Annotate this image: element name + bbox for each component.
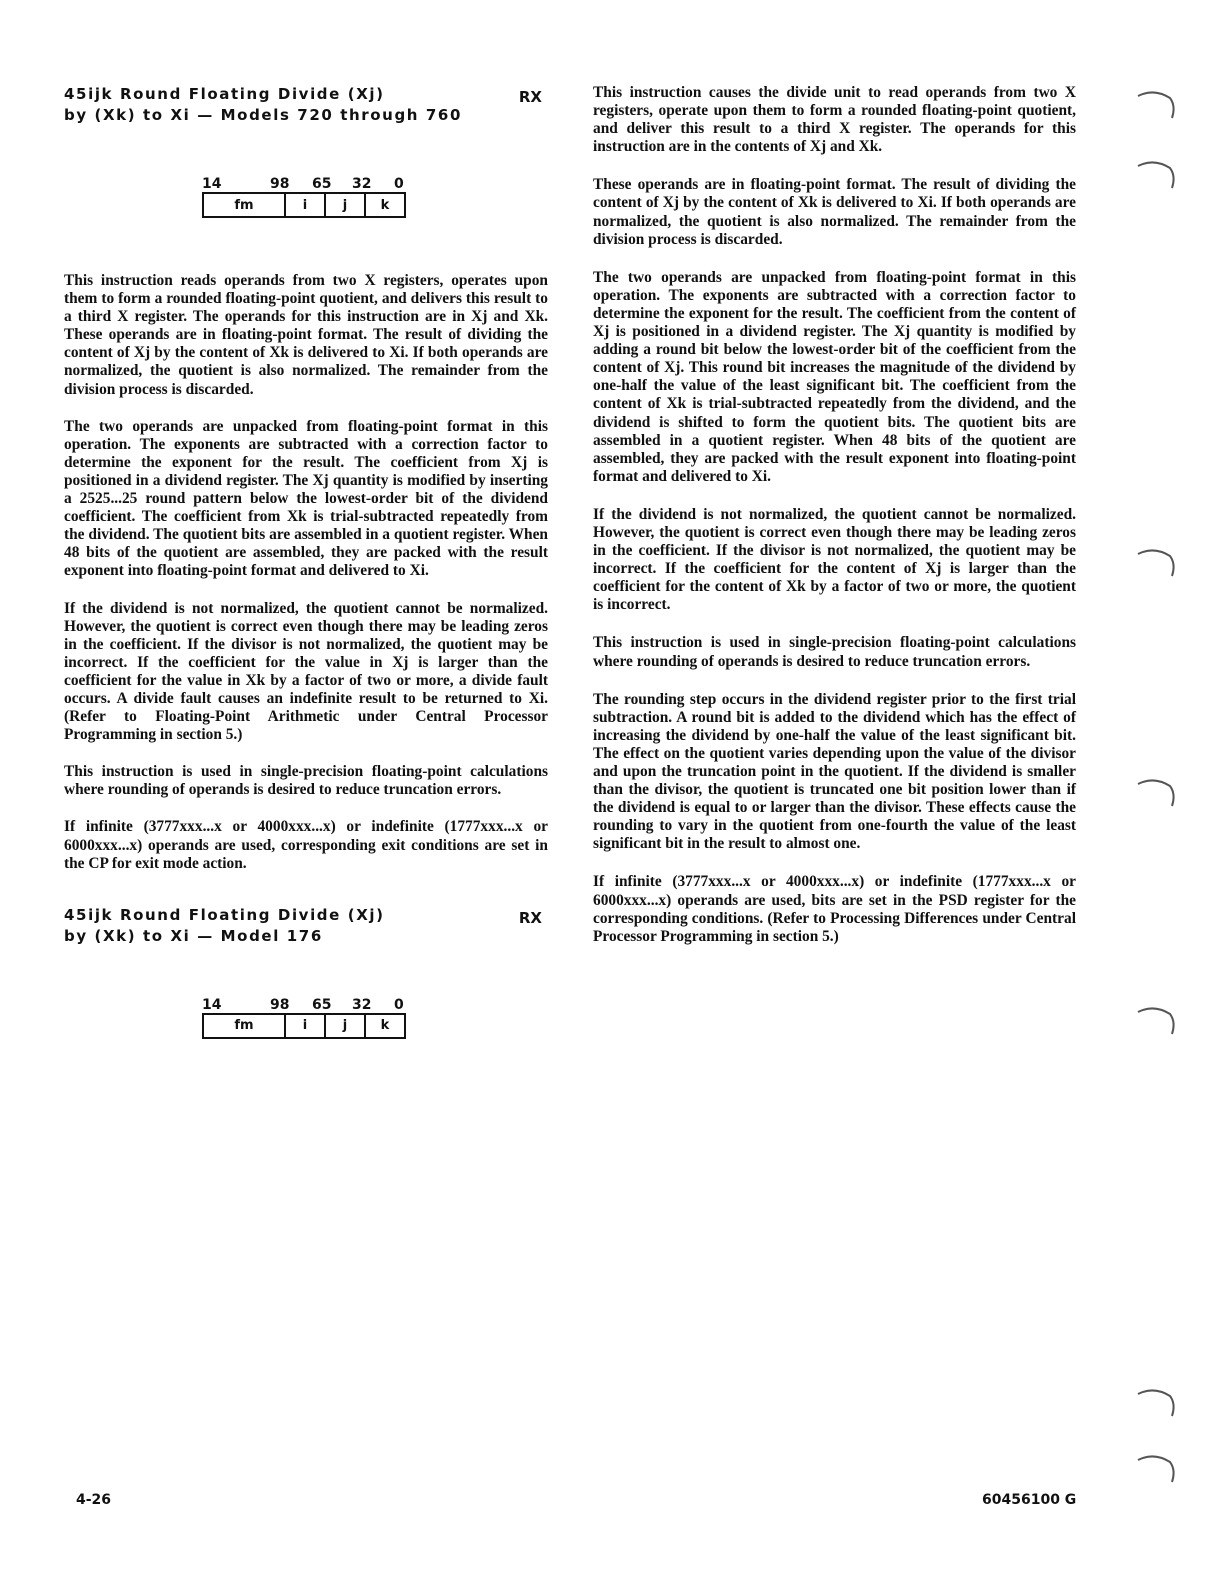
section2-title-line1: 45ijk Round Floating Divide (Xj) [64,905,385,924]
format-field-box [202,192,406,218]
bit-label-0: 0 [394,996,404,1013]
page-number: 4-26 [76,1492,112,1508]
bit-label-14: 14 [202,176,222,192]
bit-position-labels [202,176,406,192]
bit-label-0: 0 [394,176,404,192]
section1-format-tag: RX [518,88,542,106]
bit-label-65: 65 [312,176,332,192]
field-j: j [324,194,364,216]
bit-label-98: 98 [270,996,290,1013]
field-k: k [364,1015,404,1037]
right-column [593,84,1076,966]
binder-ring-mark-icon [1136,1384,1176,1420]
right-paragraph: This instruction causes the divide unit to read operands from two X registers, operate upon them to form a rounded floating-point quotient, and deliver this result to a third X register. The operands for this instruction are in the contents of Xj and Xk. [593,84,1076,156]
binder-ring-mark-icon [1136,774,1176,810]
bit-label-32: 32 [352,176,372,192]
section1-paragraph: The two operands are unpacked from floating-point format in this operation. The exponents are subtracted with a correction factor to determine the exponent for the result. The coefficient from Xj is positioned in a dividend register. The Xj quantity is modified by inserting a 2525...25 round pattern below the lowest-order bit of the dividend coefficient. The coefficient from Xk is trial-subtracted repeatedly from the dividend. The quotient bits are assembled in a quotient register. When 48 bits of the quotient are assembled, they are packed with the result exponent into floating-point format and delivered to Xi. [64,417,548,580]
section1-heading [64,84,548,138]
right-paragraph: The rounding step occurs in the dividend register prior to the first trial subtraction. A round bit is added to the dividend which has the effect of increasing the dividend by one-half the value of the least significant bit. The effect on the quotient varies depending upon the value of the divisor and upon the truncation point in the quotient. If the dividend is smaller than the divisor, the quotient is truncated one bit position lower than if the dividend is equal to or larger than the divisor. These effects cause the rounding to vary in the quotient from one-fourth the value of the least significant bit in the result to almost one. [593,690,1076,853]
right-paragraph: This instruction is used in single-precision floating-point calculations where rounding of operands is desired to reduce truncation errors. [593,634,1076,670]
right-paragraph: These operands are in floating-point format. The result of dividing the content of Xj by the content of Xk is delivered to Xi. If both operands are normalized, the quotient is also normalized. The remainder from the division process is discarded. [593,176,1076,248]
binder-ring-mark-icon [1136,1002,1176,1038]
binder-ring-mark-icon [1136,544,1176,580]
binder-ring-mark-icon [1136,156,1176,192]
left-column [64,84,548,1093]
binder-ring-mark-icon [1136,1450,1176,1486]
section1-paragraph: If infinite (3777xxx...x or 4000xxx...x) or indefinite (1777xxx...x or 6000xxx...x) operands are used, corresponding exit conditions are set in the CP for exit mode action. [64,818,548,872]
field-i: i [284,194,324,216]
bit-label-98: 98 [270,176,290,192]
field-k: k [364,194,404,216]
section1-paragraph: This instruction reads operands from two X registers, operates upon them to form a rounded floating-point quotient, and delivers this result to a third X register. The operands for this instruction are in Xj and Xk. These operands are in floating-point format. The result of dividing the content of Xj by the content of Xk is delivered to Xi. If both operands are normalized, the quotient is also normalized. The remainder from the division process is discarded. [64,272,548,398]
section2-instruction-format [202,997,406,1039]
field-fm: fm [234,197,254,213]
field-j: j [324,1015,364,1037]
bit-label-65: 65 [312,996,332,1013]
field-i: i [284,1015,324,1037]
right-paragraph: If the dividend is not normalized, the quotient cannot be normalized. However, the quotient is correct even though there may be leading zeros in the coefficient. If the divisor is not normalized, the quotient may be incorrect. If the coefficient for the content of Xj is larger than the coefficient for the content of Xk by a factor of two or more, the quotient is incorrect. [593,505,1076,614]
section2-heading [64,905,548,959]
bit-position-labels [202,997,406,1013]
right-paragraph: If infinite (3777xxx...x or 4000xxx...x) or indefinite (1777xxx...x or 6000xxx...x) operands are used, bits are set in the PSD register for the corresponding conditions. (Refer to Processing Differences under Central Processor Programming in section 5.) [593,873,1076,945]
section1-title-line2: by (Xk) to Xi — Models 720 through 760 [64,106,463,124]
format-field-box [202,1013,406,1039]
bit-label-32: 32 [352,996,372,1013]
section1-paragraph: If the dividend is not normalized, the quotient cannot be normalized. However, the quotient is correct even though there may be leading zeros in the coefficient. If the divisor is not normalized, the quotient may be incorrect. If the coefficient for the value in Xj is larger than the coefficient for the value in Xk by a factor of two or more, a divide fault occurs. A divide fault causes an indefinite result to be returned to Xi. (Refer to Floating-Point Arithmetic under Central Processor Programming in section 5.) [64,599,548,744]
binder-ring-mark-icon [1136,86,1176,122]
bit-label-14: 14 [202,996,222,1013]
right-paragraph: The two operands are unpacked from floating-point format in this operation. The exponents are subtracted with a correction factor to determine the exponent for the result. The coefficient from the content of Xj is positioned in a dividend register. The Xj quantity is modified by adding a round bit below the lowest-order bit of the coefficient from the content of Xj. This round bit increases the magnitude of the dividend by one-half the value of the least significant bit. The coefficient from the content of Xk is trial-subtracted repeatedly from the dividend, and the dividend is shifted to form the quotient bits. The quotient bits are assembled in a quotient register. When 48 bits of the quotient are assembled, they are packed with the result exponent into floating-point format and delivered to Xi. [593,268,1076,485]
section1-title-line1: 45ijk Round Floating Divide (Xj) [64,85,385,103]
section1-instruction-format [202,176,406,218]
section1-paragraph: This instruction is used in single-precision floating-point calculations where rounding of operands is desired to reduce truncation errors. [64,763,548,799]
section2-format-tag: RX [518,908,542,927]
field-fm: fm [234,1018,254,1034]
section2-title-line2: by (Xk) to Xi — Model 176 [64,926,323,945]
document-number: 60456100 G [982,1492,1077,1508]
